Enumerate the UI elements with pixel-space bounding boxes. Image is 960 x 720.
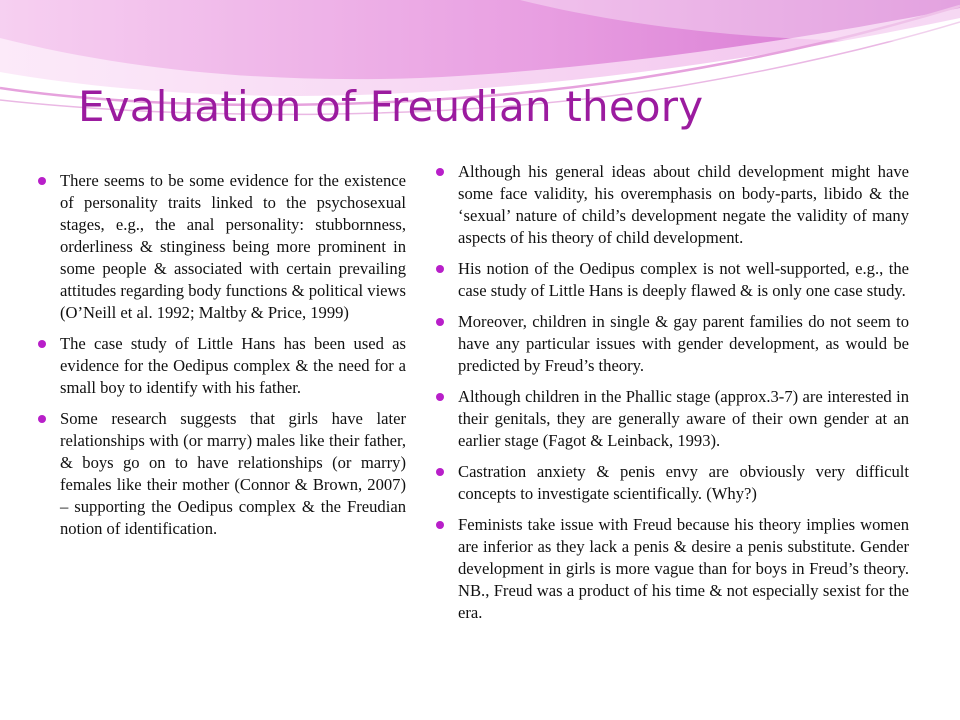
list-item [60,170,406,324]
right-bullet-list [458,161,909,633]
list-item [458,161,909,249]
list-item [60,408,406,540]
bullet-icon [38,340,46,348]
bullet-icon [436,393,444,401]
bullet-icon [436,168,444,176]
bullet-text: Feminists take issue with Freud because his theory implies women are inferior as they lack a penis & desire a penis substitute. Gender development in girls is more vague than for boys in Freud’s theory. NB., Freud was a product of his time & not especially sexist for the era. [458,515,909,622]
bullet-text: His notion of the Oedipus complex is not well-supported, e.g., the case study of Little Hans is deeply flawed & is only one case study. [458,259,909,300]
bullet-text: There seems to be some evidence for the existence of personality traits linked to the psychosexual stages, e.g., the anal personality: stubbornness, orderliness & stinginess being more prominent in some people & associated with certain prevailing attitudes regarding body functions & political views (O’Neill et al. 1992; Maltby & Price, 1999) [60,171,406,322]
bullet-text: Some research suggests that girls have later relationships with (or marry) males like their father, & boys go on to have relationships (or marry) females like their mother (Connor & Brown, 2007) – supporting the Oedipus complex & the Freudian notion of identification. [60,409,406,538]
bullet-text: Castration anxiety & penis envy are obviously very difficult concepts to investigate scientifically. (Why?) [458,462,909,503]
bullet-icon [436,521,444,529]
list-item [458,258,909,302]
bullet-icon [436,318,444,326]
bullet-text: The case study of Little Hans has been used as evidence for the Oedipus complex & the need for a small boy to identify with his father. [60,334,406,397]
bullet-icon [436,265,444,273]
bullet-icon [436,468,444,476]
left-bullet-list [60,170,406,549]
list-item [458,461,909,505]
bullet-icon [38,177,46,185]
list-item [458,311,909,377]
bullet-text: Although his general ideas about child development might have some face validity, his overemphasis on body-parts, libido & the ‘sexual’ nature of child’s development negate the validity of many aspects of his theory of child development. [458,162,909,247]
list-item [458,514,909,624]
bullet-text: Moreover, children in single & gay parent families do not seem to have any particular issues with gender development, as would be predicted by Freud’s theory. [458,312,909,375]
slide-title: Evaluation of Freudian theory [78,82,704,131]
bullet-icon [38,415,46,423]
bullet-text: Although children in the Phallic stage (approx.3-7) are interested in their genitals, they are generally aware of their own gender at an earlier stage (Fagot & Leinback, 1993). [458,387,909,450]
list-item [458,386,909,452]
list-item [60,333,406,399]
